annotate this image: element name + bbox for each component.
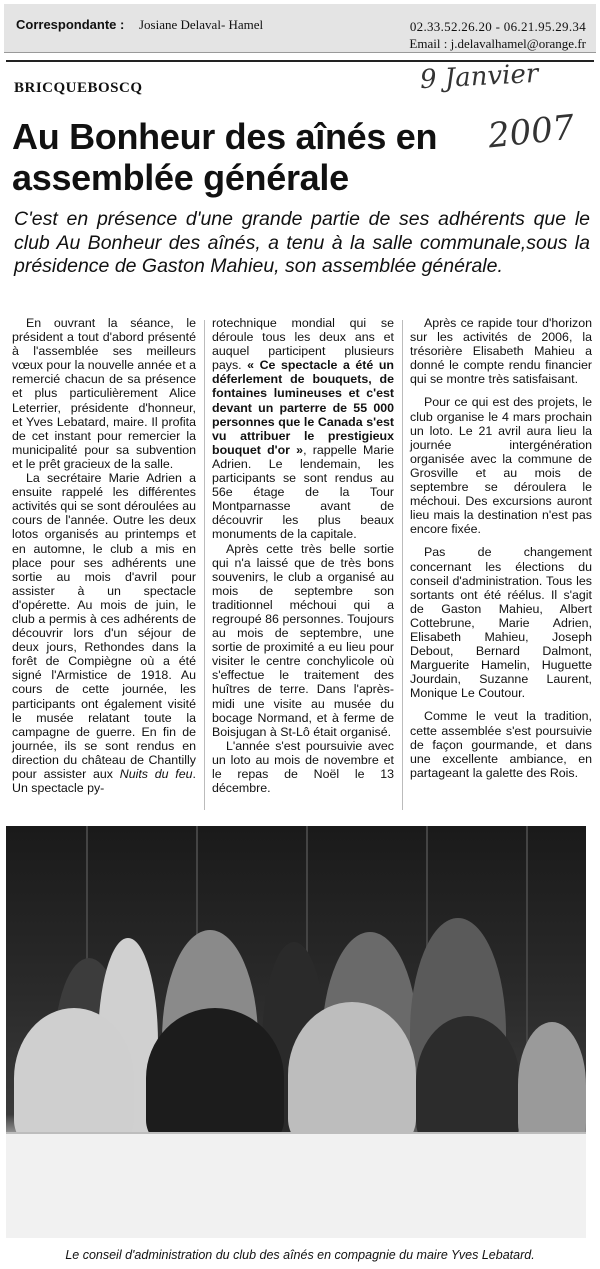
article-column-1 xyxy=(12,316,196,795)
paragraph: Après ce rapide tour d'horizon sur les activités de 2006, la trésorière Elisabeth Mahieu a donné le compte rendu financier qui se montre très satisfaisant. xyxy=(410,316,592,387)
section-heading: BRICQUEBOSCQ xyxy=(14,80,143,96)
handwritten-year: 2007 xyxy=(486,107,577,157)
paragraph: Pour ce qui est des projets, le club organise le 4 mars prochain un loto. Le 21 avril aura lieu la journée intergénération organisée avec la commune de Grosville et au mois de septembre se déroulera le méchoui. Des excursions auront lieu mais la destination n'est pas encore fixée. xyxy=(410,395,592,537)
correspondent-phones: 02.33.52.26.20 - 06.21.95.29.34 xyxy=(409,19,586,34)
correspondent-label: Correspondante : xyxy=(16,17,125,32)
group-photo xyxy=(6,826,586,1238)
article-lead: C'est en présence d'une grande partie de ses adhérents que le club Au Bonheur des aînés, a tenu à la salle communale,sous la présidence de Gaston Mahieu, son assemblée générale. xyxy=(14,208,590,277)
column-divider xyxy=(402,320,403,810)
article-headline: Au Bonheur des aînés en assemblée générale xyxy=(12,116,438,198)
paragraph: En ouvrant la séance, le président a tout d'abord présenté à l'assemblée ses meilleurs vœux pour la nouvelle année et a remercié chacun de sa présence et plus particulièrement Alice Leterrier, présidente d'honneur, et Yves Lebatard, maire. Il profita de cet instant pour remercier la municipalité pour sa subvention et le prêt gracieux de la salle. xyxy=(12,316,196,471)
handwritten-date: 9 Janvier xyxy=(419,58,540,96)
photo-caption: Le conseil d'administration du club des aînés en compagnie du maire Yves Lebatard. xyxy=(65,1248,535,1262)
paragraph: L'année s'est poursuivie avec un loto au mois de novembre et le repas de Noël le 13 décembre. xyxy=(212,738,394,796)
article-column-2 xyxy=(212,316,394,795)
paragraph: Après cette très belle sortie qui n'a laissé que de très bons souvenirs, le club a organisé au mois de septembre son traditionnel méchoui qui a regroupé 86 personnes. Toujours au mois de septembre, une sortie de proximité a eu lieu pour visiter le centre conchylicole où s'effectue le traitement des huîtres de terre. Dans l'après-midi une visite au musée du bocage Normand, et à ferme de Boisjugan à St-Lô était organisé. xyxy=(212,541,394,739)
correspondent-banner xyxy=(4,4,596,53)
paragraph: Comme le veut la tradition, cette assemblée s'est poursuivie de façon gourmande, et dans une excellente ambiance, en partageant la galette des Rois. xyxy=(410,709,592,780)
article-column-3 xyxy=(410,316,592,780)
paragraph: Pas de changement concernant les élections du conseil d'administration. Tous les sortants ont été réélus. Il s'agit de Gaston Mahieu, Albert Cottebrune, Marie Adrien, Elisabeth Mahieu, Joseph Debout, Bernard Dalmont, Marguerite Hamelin, Huguette Jourdain, Suzanne Laurent, Monique Le Coutour. xyxy=(410,545,592,701)
column-divider xyxy=(204,320,205,810)
correspondent-email: Email : j.delavalhamel@orange.fr xyxy=(409,36,586,51)
correspondent-name: Josiane Delaval- Hamel xyxy=(139,17,264,32)
paragraph: rotechnique mondial qui se déroule tous les deux ans et auquel participent plusieurs pays. « Ce spectacle a été un déferlement de bouquets, de fontaines lumineuses et c'est devant un parterre de 55 000 personnes que le Canada s'est vu attribuer le prestigieux bouquet d'or », rappelle Marie Adrien. Le lendemain, les participants se sont rendus au 56e étage de la Tour Montparnasse avant de découvrir les plus beaux monuments de la capitale. xyxy=(212,316,394,542)
paragraph: La secrétaire Marie Adrien a ensuite rappelé les différentes activités qui se sont déroulées au cours de l'année. Outre les deux lotos organisés au printemps et en automne, le club a mis en place pour ses adhérents une sortie au mois d'avril pour assister à un spectacle d'opérette. Au mois de juin, le club a permis à ces adhérents de découvrir lors d'un séjour de deux jours, Rethondes dans la forêt de Compiègne où a été signé l'Armistice de 1918. Au cours de cette journée, les participants ont également visité le musée relatant toute la campagne de guerre. En fin de journée, ils se sont rendus en direction du château de Chantilly pour assister aux Nuits du feu. Un spectacle py- xyxy=(12,471,196,796)
